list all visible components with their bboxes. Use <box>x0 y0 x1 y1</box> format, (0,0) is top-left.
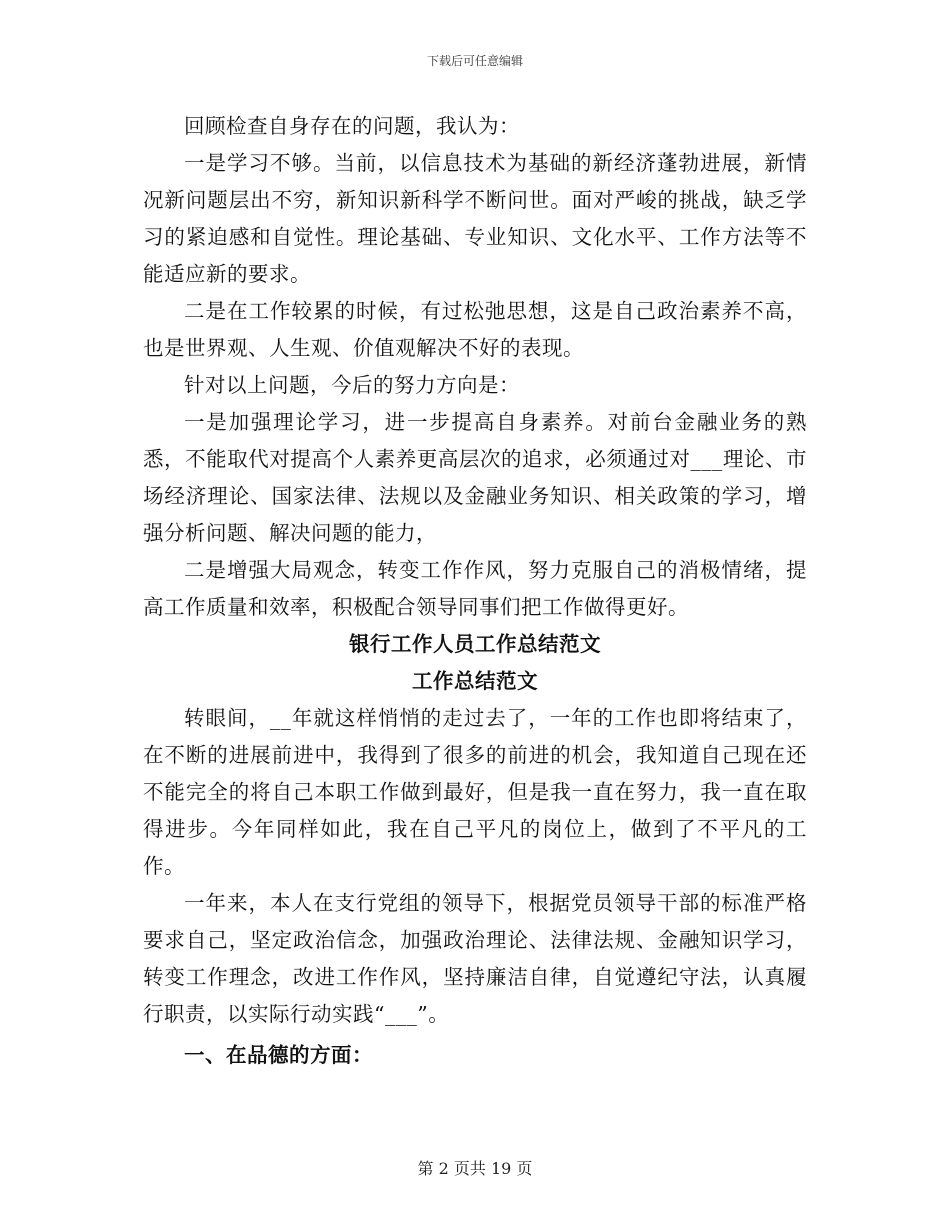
paragraph-direction-intro: 针对以上问题，今后的努力方向是： <box>184 373 520 397</box>
paragraph-direction-two: 二是增强大局观念，转变工作作风，努力克服自己的消极情绪，提高工作质量和效率，积极配合领导同事们把工作做得更好。 <box>143 558 807 619</box>
paragraph-year-review: 转眼间，__年就这样悄悄的走过去了，一年的工作也即将结束了，在不断的进展前进中，我得到了很多的前进的机会，我知道自己现在还不能完全的将自己本职工作做到最好，但是我一直在努力，我一直在取得进步。今年同样如此，我在自己平凡的岗位上，做到了不平凡的工作。 <box>143 706 807 878</box>
section-heading-character: 一、在品德的方面： <box>184 1043 373 1067</box>
paragraph-direction-one: 一是加强理论学习，进一步提高自身素养。对前台金融业务的熟悉，不能取代对提高个人素养更高层次的追求，必须通过对___理论、市场经济理论、国家法律、法规以及金融业务知识、相关政策的学习，增强分析问题、解决问题的能力， <box>143 410 807 545</box>
page-header-note: 下载后可任意编辑 <box>426 54 523 68</box>
document-subtitle: 工作总结范文 <box>412 669 538 693</box>
document-title: 银行工作人员工作总结范文 <box>349 632 601 656</box>
paragraph-year-summary: 一年来，本人在支行党组的领导下，根据党员领导干部的标准严格要求自己，坚定政治信念，加强政治理论、法律法规、金融知识学习，转变工作理念，改进工作作风，坚持廉洁自律，自觉遵纪守法，认真履行职责，以实际行动实践“___”。 <box>143 891 807 1026</box>
paragraph-review-intro: 回顾检查自身存在的问题，我认为： <box>184 114 520 138</box>
document-body <box>143 108 807 1074</box>
paragraph-problem-one: 一是学习不够。当前，以信息技术为基础的新经济蓬勃进展，新情况新问题层出不穷，新知识新科学不断问世。面对严峻的挑战，缺乏学习的紧迫感和自觉性。理论基础、专业知识、文化水平、工作方法等不能适应新的要求。 <box>143 151 807 286</box>
page-footer-number: 第 2 页共 19 页 <box>417 1159 533 1178</box>
paragraph-problem-two: 二是在工作较累的时候，有过松弛思想，这是自己政治素养不高，也是世界观、人生观、价值观解决不好的表现。 <box>143 299 807 360</box>
